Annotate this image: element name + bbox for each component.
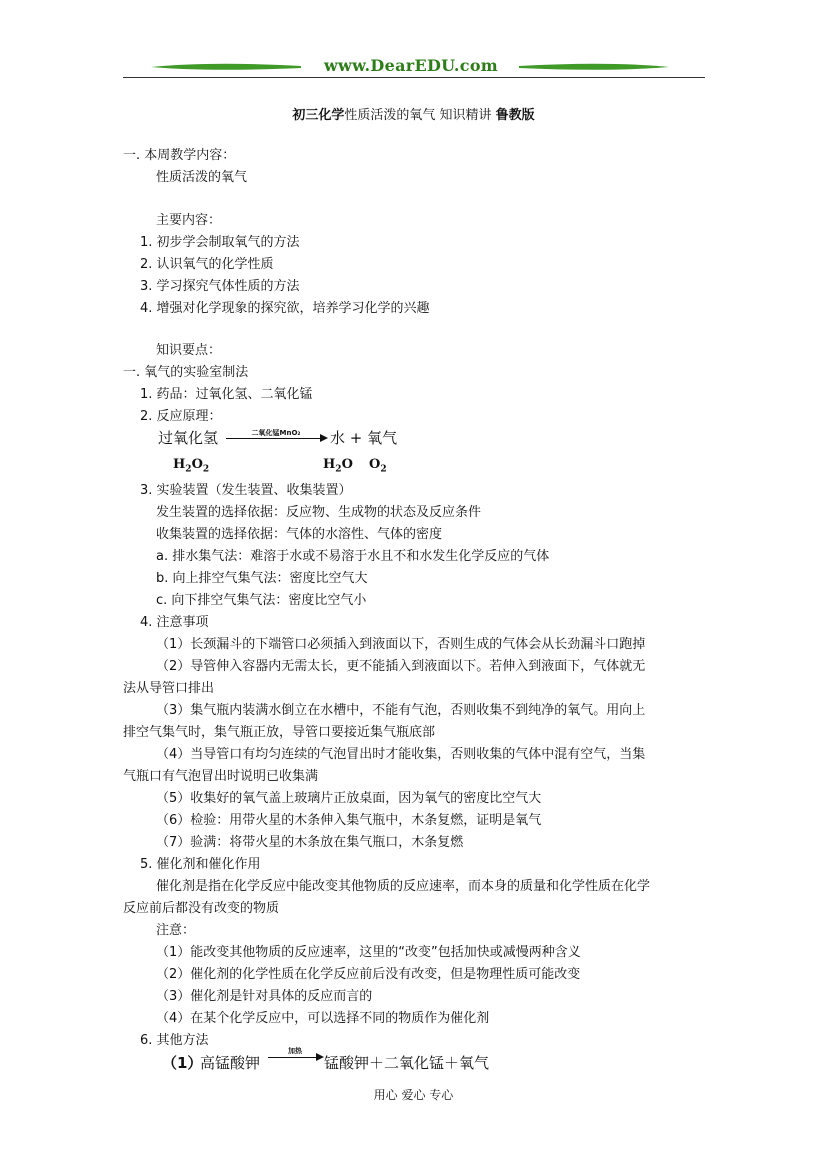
list-item: 6. 其他方法 bbox=[140, 1033, 209, 1048]
reaction-number: （1） bbox=[162, 1054, 203, 1072]
catalyst-definition: 催化剂是指在化学反应中能改变其他物质的反应速率，而本身的质量和化学性质在化学 bbox=[156, 879, 651, 894]
note-line: （2）催化剂的化学性质在化学反应前后没有改变，但是物理性质可能改变 bbox=[156, 967, 581, 982]
note-line: （1）能改变其他物质的反应速率，这里的“改变”包括加快或减慢两种含义 bbox=[156, 945, 581, 960]
note-line: 气瓶口有气泡冒出时说明已收集满 bbox=[123, 769, 319, 784]
list-item: 5. 催化剂和催化作用 bbox=[140, 857, 261, 872]
page-header bbox=[123, 54, 705, 86]
section-heading: 一. 氧气的实验室制法 bbox=[123, 365, 249, 380]
note-line: （6）检验：用带火星的木条伸入集气瓶中，木条复燃，证明是氧气 bbox=[156, 813, 542, 828]
page-footer: 用心 爱心 专心 bbox=[373, 1088, 454, 1102]
note-line: （1）长颈漏斗的下端管口必须插入到液面以下，否则生成的气体会从长劲漏斗口跑掉 bbox=[156, 637, 646, 652]
title-topic: 性质活泼的氧气 知识精讲 bbox=[344, 108, 496, 123]
list-item: 3. 学习探究气体性质的方法 bbox=[140, 279, 300, 294]
reaction-condition: 二氧化锰MnO₂ bbox=[251, 429, 301, 437]
header-rule bbox=[123, 77, 705, 78]
formula-oxygen: $O_2$ bbox=[369, 457, 387, 475]
note-line: 排空气集气时，集气瓶正放，导管口要接近集气瓶底部 bbox=[123, 725, 436, 740]
reaction-condition: 加热 bbox=[288, 1047, 302, 1055]
reaction-reactant: 过氧化氢 bbox=[158, 429, 219, 447]
title-edition: 鲁教版 bbox=[495, 108, 535, 123]
note-line: 法从导管口排出 bbox=[123, 681, 215, 696]
reaction-arrow-icon bbox=[268, 1051, 324, 1063]
right-swoosh-graphic bbox=[519, 61, 669, 72]
note-line: （2）导管伸入容器内无需太长，更不能插入到液面以下。若伸入到液面下，气体就无 bbox=[156, 659, 646, 674]
reaction-products: 水 + 氧气 bbox=[330, 429, 398, 447]
section-heading: 一. 本周教学内容： bbox=[123, 148, 236, 163]
list-item: 4. 注意事项 bbox=[140, 615, 209, 630]
document-title bbox=[0, 104, 827, 123]
reaction-arrow-icon bbox=[226, 432, 328, 444]
collector-basis-text: 收集装置的选择依据：气体的水溶性、气体的密度 bbox=[156, 527, 443, 542]
catalyst-definition: 反应前后都没有改变的物质 bbox=[123, 901, 280, 916]
knowledge-points-label: 知识要点： bbox=[156, 343, 222, 358]
list-item: 1. 药品：过氧化氢、二氧化锰 bbox=[140, 387, 313, 402]
note-line: （3）催化剂是针对具体的反应而言的 bbox=[156, 989, 373, 1004]
formula-hydrogen-peroxide: $H_2O_2$ bbox=[173, 457, 210, 475]
attention-label: 注意： bbox=[156, 923, 196, 938]
list-item: 4. 增强对化学现象的探究欲，培养学习化学的兴趣 bbox=[140, 301, 430, 316]
list-item: 2. 反应原理： bbox=[140, 409, 222, 424]
list-item: 2. 认识氧气的化学性质 bbox=[140, 257, 274, 272]
list-item: 3. 实验装置（发生装置、收集装置） bbox=[140, 483, 352, 498]
note-line: （4）在某个化学反应中，可以选择不同的物质作为催化剂 bbox=[156, 1011, 490, 1026]
reaction-reactant: 高锰酸钾 bbox=[200, 1054, 261, 1072]
reaction-products: 锰酸钾＋二氧化锰＋氧气 bbox=[324, 1054, 490, 1072]
formula-water: $H_2O$ bbox=[323, 457, 353, 475]
note-line: （4）当导管口有均匀连续的气泡冒出时才能收集，否则收集的气体中混有空气，当集 bbox=[156, 747, 646, 762]
topic-text: 性质活泼的氧气 bbox=[156, 170, 248, 185]
title-subject: 初三化学 bbox=[292, 108, 345, 123]
list-item: b. 向上排空气集气法：密度比空气大 bbox=[156, 571, 368, 586]
main-content-label: 主要内容： bbox=[156, 213, 222, 228]
list-item: 1. 初步学会制取氧气的方法 bbox=[140, 235, 300, 250]
note-line: （5）收集好的氧气盖上玻璃片正放桌面，因为氧气的密度比空气大 bbox=[156, 791, 542, 806]
note-line: （7）验满：将带火星的木条放在集气瓶口，木条复燃 bbox=[156, 835, 464, 850]
note-line: （3）集气瓶内装满水倒立在水槽中，不能有气泡，否则收集不到纯净的氧气。用向上 bbox=[156, 703, 646, 718]
list-item: a. 排水集气法：难溶于水或不易溶于水且不和水发生化学反应的气体 bbox=[156, 549, 550, 564]
generator-basis-text: 发生装置的选择依据：反应物、生成物的状态及反应条件 bbox=[156, 505, 482, 520]
site-logo-text: www.DearEDU.com bbox=[323, 56, 499, 75]
left-swoosh-graphic bbox=[151, 61, 301, 72]
list-item: c. 向下排空气集气法：密度比空气小 bbox=[156, 593, 367, 608]
